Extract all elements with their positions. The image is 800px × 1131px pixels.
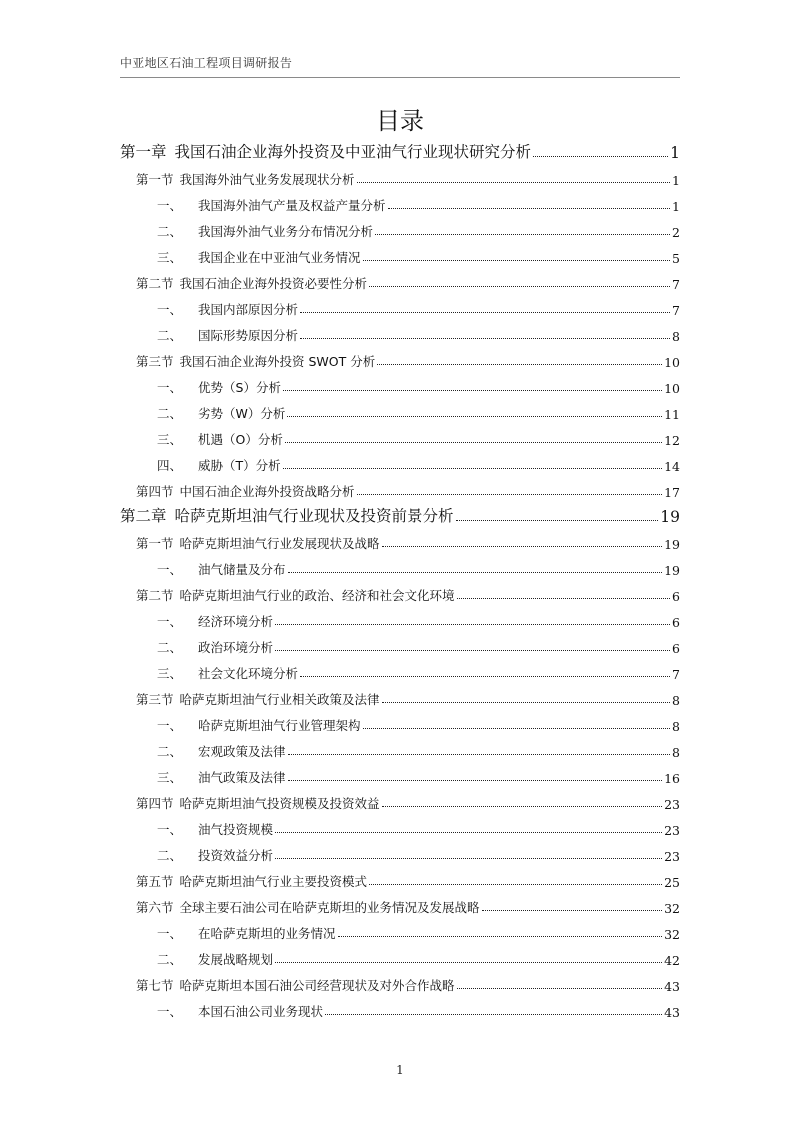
- toc-entry-page: 19: [660, 508, 680, 526]
- dot-leader: [457, 988, 663, 989]
- toc-entry[interactable]: [157, 920, 680, 942]
- toc-entry-title: 经济环境分析: [198, 614, 274, 629]
- dot-leader: [457, 598, 671, 599]
- toc-entry-page: 8: [672, 693, 680, 708]
- toc-entry-page: 7: [672, 303, 680, 318]
- toc-entry-page: 23: [664, 797, 680, 812]
- dot-leader: [357, 494, 663, 495]
- toc-entry-page: 11: [664, 407, 680, 422]
- toc-entry-page: 14: [664, 459, 680, 474]
- toc-entry-title: 劣势（W）分析: [198, 406, 286, 421]
- toc-entry-page: 19: [664, 563, 680, 578]
- toc-entry-title: 我国海外油气业务发展现状分析: [179, 172, 355, 187]
- dot-leader: [300, 338, 670, 339]
- toc-entry-page: 1: [670, 144, 680, 162]
- toc-entry-page: 10: [664, 381, 680, 396]
- toc-entry-number: 二、: [157, 328, 183, 343]
- toc-entry-title: 在哈萨克斯坦的业务情况: [198, 926, 336, 941]
- toc-entry-page: 6: [672, 615, 680, 630]
- toc-entry-number: 第四节: [136, 796, 174, 811]
- toc-entry-title: 我国海外油气产量及权益产量分析: [198, 198, 386, 213]
- toc-entry-number: 第五节: [136, 874, 174, 889]
- toc-entry-title: 我国石油企业海外投资及中亚油气行业现状研究分析: [174, 143, 532, 161]
- dot-leader: [275, 832, 662, 833]
- toc-entry[interactable]: [157, 374, 680, 396]
- dot-leader: [283, 468, 662, 469]
- toc-entry[interactable]: [136, 166, 680, 188]
- dot-leader: [357, 182, 671, 183]
- toc-entry-number: 三、: [157, 250, 183, 265]
- dot-leader: [363, 728, 671, 729]
- toc-entry-page: 23: [664, 823, 680, 838]
- toc-entry-title: 哈萨克斯坦油气行业主要投资模式: [179, 874, 368, 889]
- dot-leader: [382, 702, 671, 703]
- toc-entry-title: 哈萨克斯坦本国石油公司经营现状及对外合作战略: [179, 978, 455, 993]
- dot-leader: [288, 780, 663, 781]
- toc-entry-number: 第七节: [136, 978, 174, 993]
- toc-entry-title: 哈萨克斯坦油气行业管理架构: [198, 718, 361, 733]
- toc-entry-title: 我国内部原因分析: [198, 302, 299, 317]
- dot-leader: [382, 806, 663, 807]
- toc-entry-page: 32: [664, 901, 680, 916]
- toc-entry-number: 二、: [157, 952, 183, 967]
- toc-entry-number: 一、: [157, 302, 183, 317]
- toc-title: 目录: [376, 107, 424, 135]
- dot-leader: [388, 208, 671, 209]
- toc-entry-title: 政治环境分析: [198, 640, 274, 655]
- toc-entry-title: 油气政策及法律: [198, 770, 286, 785]
- dot-leader: [275, 650, 670, 651]
- dot-leader: [275, 624, 670, 625]
- toc-entry-number: 第二章: [120, 507, 167, 525]
- toc-entry[interactable]: [136, 478, 680, 500]
- toc-entry-title: 机遇（O）分析: [198, 432, 283, 447]
- dot-leader: [275, 858, 662, 859]
- toc-entry-page: 2: [672, 225, 680, 240]
- dot-leader: [375, 234, 670, 235]
- toc-entry-title: 油气储量及分布: [198, 562, 286, 577]
- toc-entry-title: 我国海外油气业务分布情况分析: [198, 224, 374, 239]
- toc-entry-page: 17: [664, 485, 680, 500]
- toc-entry-number: 二、: [157, 224, 183, 239]
- toc-entry[interactable]: [157, 556, 680, 578]
- toc-entry-number: 二、: [157, 744, 183, 759]
- toc-entry-number: 第一节: [136, 172, 174, 187]
- running-header: [120, 50, 680, 78]
- toc-entry-number: 一、: [157, 562, 183, 577]
- toc-entry-title: 我国石油企业海外投资 SWOT 分析: [179, 354, 376, 369]
- toc-entry[interactable]: [136, 270, 680, 292]
- dot-leader: [325, 1014, 662, 1015]
- toc-entry-title: 发展战略规划: [198, 952, 274, 967]
- toc-entry[interactable]: [136, 582, 680, 604]
- toc-entry[interactable]: [136, 530, 680, 552]
- dot-leader: [283, 390, 662, 391]
- toc-entry-title: 我国企业在中亚油气业务情况: [198, 250, 361, 265]
- running-header-text: 中亚地区石油工程项目调研报告: [120, 56, 293, 70]
- dot-leader: [369, 286, 670, 287]
- toc-entry[interactable]: [157, 842, 680, 864]
- toc-entry-number: 第一节: [136, 536, 174, 551]
- toc-entry-title: 哈萨克斯坦油气行业发展现状及战略: [179, 536, 380, 551]
- toc-entry-number: 三、: [157, 432, 183, 447]
- toc-entry[interactable]: [136, 790, 680, 812]
- dot-leader: [382, 546, 663, 547]
- toc-entry-page: 1: [672, 199, 680, 214]
- toc-entry[interactable]: [157, 998, 680, 1020]
- toc-entry[interactable]: [157, 634, 680, 656]
- toc-entry-page: 32: [664, 927, 680, 942]
- toc-entry-title: 油气投资规模: [198, 822, 274, 837]
- dot-leader: [533, 156, 668, 157]
- toc-entry-page: 6: [672, 589, 680, 604]
- toc-entry[interactable]: [157, 452, 680, 474]
- toc-entry-title: 我国石油企业海外投资必要性分析: [179, 276, 368, 291]
- toc-entry-page: 25: [664, 875, 680, 890]
- toc-entry-number: 一、: [157, 1004, 183, 1019]
- toc-entry-page: 12: [664, 433, 680, 448]
- toc-entry-page: 42: [664, 953, 680, 968]
- toc-entry-title: 哈萨克斯坦油气行业相关政策及法律: [179, 692, 380, 707]
- toc-entry-number: 一、: [157, 198, 183, 213]
- toc-entry-number: 一、: [157, 718, 183, 733]
- toc-entry[interactable]: [157, 764, 680, 786]
- dot-leader: [275, 962, 662, 963]
- dot-leader: [377, 364, 662, 365]
- toc-entry-title: 哈萨克斯坦油气行业现状及投资前景分析: [174, 507, 454, 525]
- toc-entry-page: 1: [672, 173, 680, 188]
- toc-entry-page: 6: [672, 641, 680, 656]
- toc-entry-number: 三、: [157, 770, 183, 785]
- toc-entry[interactable]: [157, 712, 680, 734]
- toc-entry-page: 23: [664, 849, 680, 864]
- toc-entry-page: 10: [664, 355, 680, 370]
- dot-leader: [338, 936, 663, 937]
- toc-entry[interactable]: [157, 400, 680, 422]
- toc-entry-page: 43: [664, 1005, 680, 1020]
- dot-leader: [300, 676, 670, 677]
- toc-entry[interactable]: [136, 894, 680, 916]
- toc-entry-page: 7: [672, 667, 680, 682]
- toc-entry-number: 第二节: [136, 588, 174, 603]
- toc-entry-number: 一、: [157, 380, 183, 395]
- toc-entry[interactable]: [157, 192, 680, 214]
- toc-entry[interactable]: [157, 426, 680, 448]
- dot-leader: [300, 312, 670, 313]
- toc-entry[interactable]: [136, 868, 680, 890]
- toc-entry-number: 一、: [157, 614, 183, 629]
- toc-entry-number: 第一章: [120, 143, 167, 161]
- page-number: 1: [396, 1063, 404, 1077]
- toc-entry-title: 哈萨克斯坦油气行业的政治、经济和社会文化环境: [179, 588, 455, 603]
- toc-entry-title: 哈萨克斯坦油气投资规模及投资效益: [179, 796, 380, 811]
- toc-entry-number: 第三节: [136, 354, 174, 369]
- toc-entry-number: 第三节: [136, 692, 174, 707]
- toc-entry[interactable]: [157, 244, 680, 266]
- toc-entry-page: 8: [672, 745, 680, 760]
- toc-entry-number: 第二节: [136, 276, 174, 291]
- toc-entry-number: 二、: [157, 406, 183, 421]
- toc-entry-title: 中国石油企业海外投资战略分析: [179, 484, 355, 499]
- dot-leader: [482, 910, 663, 911]
- toc-entry-title: 社会文化环境分析: [198, 666, 299, 681]
- toc-entry-number: 四、: [157, 458, 183, 473]
- dot-leader: [369, 884, 662, 885]
- dot-leader: [456, 520, 659, 521]
- toc-entry-title: 本国石油公司业务现状: [198, 1004, 324, 1019]
- toc-entry-title: 全球主要石油公司在哈萨克斯坦的业务情况及发展战略: [179, 900, 480, 915]
- toc-entry[interactable]: [157, 738, 680, 760]
- toc-entry[interactable]: [157, 608, 680, 630]
- toc-entry-title: 威胁（T）分析: [198, 458, 281, 473]
- toc-entry-page: 8: [672, 719, 680, 734]
- toc-entry-page: 16: [664, 771, 680, 786]
- toc-entry-page: 8: [672, 329, 680, 344]
- toc-entry[interactable]: [157, 660, 680, 682]
- toc-entry-number: 第四节: [136, 484, 174, 499]
- dot-leader: [288, 572, 663, 573]
- toc-entry[interactable]: [157, 946, 680, 968]
- toc-entry[interactable]: [157, 816, 680, 838]
- toc-entry-page: 7: [672, 277, 680, 292]
- toc-entry[interactable]: [120, 504, 680, 526]
- toc-entry-title: 优势（S）分析: [198, 380, 281, 395]
- toc-entry-page: 19: [664, 537, 680, 552]
- toc-entry-page: 43: [664, 979, 680, 994]
- toc-entry[interactable]: [157, 322, 680, 344]
- toc-entry[interactable]: [136, 686, 680, 708]
- toc-entry-title: 投资效益分析: [198, 848, 274, 863]
- dot-leader: [288, 754, 671, 755]
- dot-leader: [363, 260, 671, 261]
- toc-entry[interactable]: [120, 140, 680, 162]
- toc-entry-number: 第六节: [136, 900, 174, 915]
- toc-entry-number: 二、: [157, 848, 183, 863]
- toc-entry-title: 宏观政策及法律: [198, 744, 286, 759]
- dot-leader: [287, 416, 662, 417]
- toc-entry-number: 一、: [157, 822, 183, 837]
- toc-entry-page: 5: [672, 251, 680, 266]
- toc-entry-number: 二、: [157, 640, 183, 655]
- toc-entry[interactable]: [157, 218, 680, 240]
- toc-entry-number: 一、: [157, 926, 183, 941]
- toc-entry[interactable]: [136, 348, 680, 370]
- toc-entry[interactable]: [157, 296, 680, 318]
- dot-leader: [285, 442, 662, 443]
- toc-entry[interactable]: [136, 972, 680, 994]
- toc-entry-number: 三、: [157, 666, 183, 681]
- toc-entry-title: 国际形势原因分析: [198, 328, 299, 343]
